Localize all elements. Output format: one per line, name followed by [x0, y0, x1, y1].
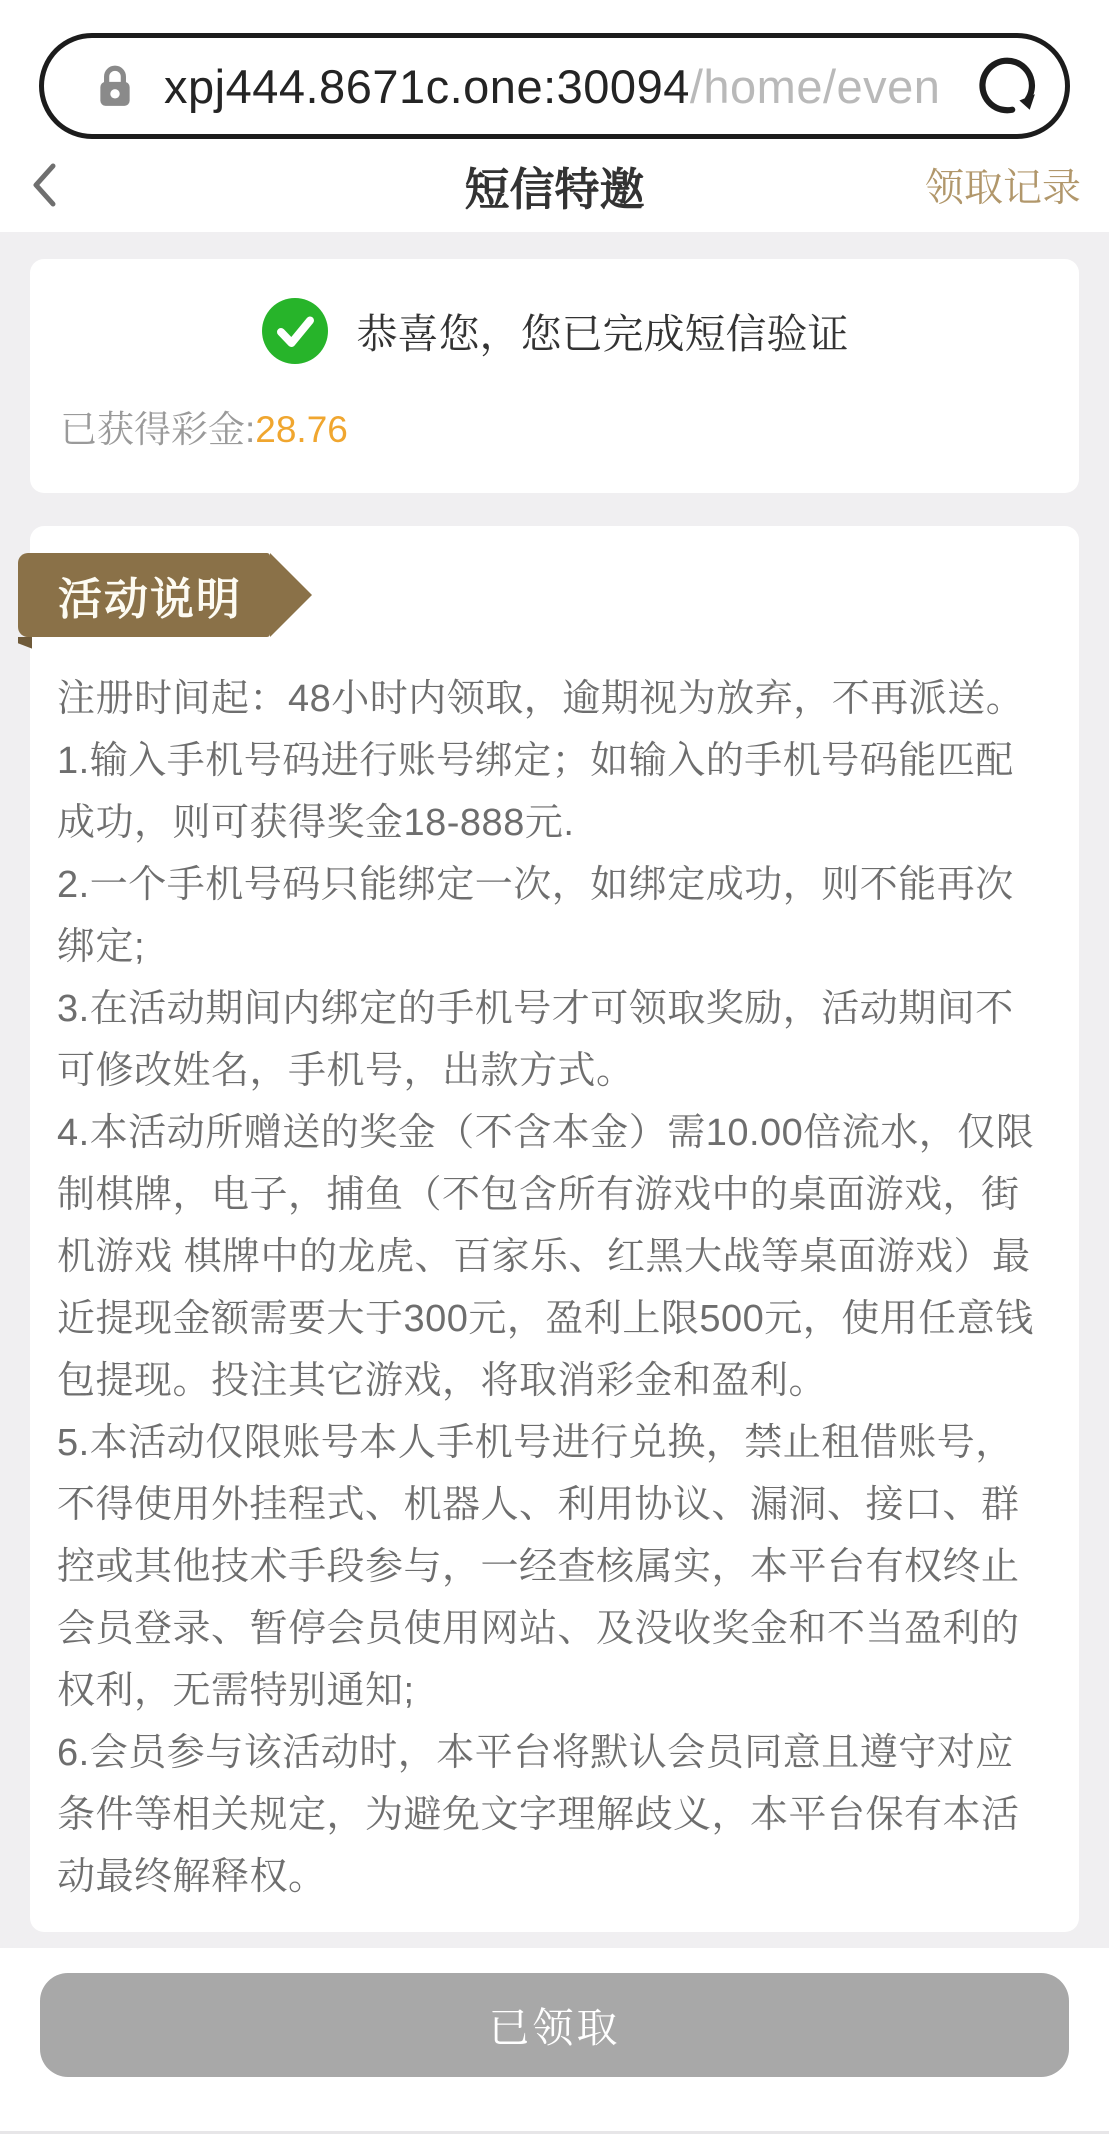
ribbon-fold	[18, 637, 32, 649]
refresh-icon[interactable]	[973, 53, 1039, 119]
rule-paragraph: 注册时间起：48小时内领取，逾期视为放弃，不再派送。	[57, 677, 1025, 720]
url-path: /home/even	[689, 59, 941, 113]
rules-card	[30, 526, 1079, 1932]
url-host: xpj444.8671c.one:30094	[164, 59, 690, 113]
url-text	[164, 59, 961, 114]
claimed-button[interactable]: 已领取	[40, 1973, 1069, 2077]
back-button[interactable]	[28, 161, 60, 209]
lock-icon	[96, 63, 134, 109]
page-title: 短信特邀	[464, 163, 645, 215]
rule-paragraph: 6.会员参与该活动时，本平台将默认会员同意且遵守对应条件等相关规定，为避免文字理解歧义，本平台保有本活动最终解释权。	[57, 1731, 1020, 1898]
rule-paragraph: 5.本活动仅限账号本人手机号进行兑换，禁止租借账号，不得使用外挂程式、机器人、利用协议、漏洞、接口、群控或其他技术手段参与，一经查核属实，本平台有权终止会员登录、暂停会员使用网站、及没收奖金和不当盈利的权利，无需特别通知;	[57, 1421, 1020, 1712]
congrats-message: 恭喜您，您已完成短信验证	[356, 311, 849, 358]
bonus-amount: 28.76	[255, 408, 348, 450]
browser-bar	[0, 0, 1109, 139]
rules-text	[57, 668, 1052, 1908]
footer-bar	[0, 1948, 1109, 2131]
ribbon-label: 活动说明	[58, 574, 242, 624]
congrats-row	[60, 297, 1049, 365]
bottom-divider	[0, 2131, 1109, 2134]
bonus-row	[60, 399, 1049, 453]
bonus-label: 已获得彩金:	[60, 408, 256, 450]
rule-paragraph: 4.本活动所赠送的奖金（不含本金）需10.00倍流水，仅限制棋牌，电子，捕鱼（不包含所有游戏中的桌面游戏，街机游戏 棋牌中的龙虎、百家乐、红黑大战等桌面游戏）最近提现金额需要大于300元，盈利上限500元，使用任意钱包提现。投注其它游戏，将取消彩金和盈利。	[57, 1111, 1035, 1402]
chevron-left-icon	[28, 161, 60, 209]
status-card	[30, 259, 1079, 493]
ribbon-body	[18, 553, 270, 637]
check-circle-icon	[261, 297, 329, 365]
claim-records-link[interactable]: 领取记录	[924, 167, 1081, 211]
rule-paragraph: 3.在活动期间内绑定的手机号才可领取奖励，活动期间不可修改姓名，手机号，出款方式。	[57, 987, 1014, 1092]
rules-ribbon	[18, 553, 270, 637]
rule-paragraph: 2.一个手机号码只能绑定一次，如绑定成功，则不能再次绑定;	[57, 863, 1014, 968]
address-bar[interactable]	[39, 33, 1070, 139]
navbar	[0, 139, 1109, 232]
rule-paragraph: 1.输入手机号码进行账号绑定；如输入的手机号码能匹配成功，则可获得奖金18-888元.	[57, 739, 1014, 844]
page-content	[0, 232, 1109, 1948]
